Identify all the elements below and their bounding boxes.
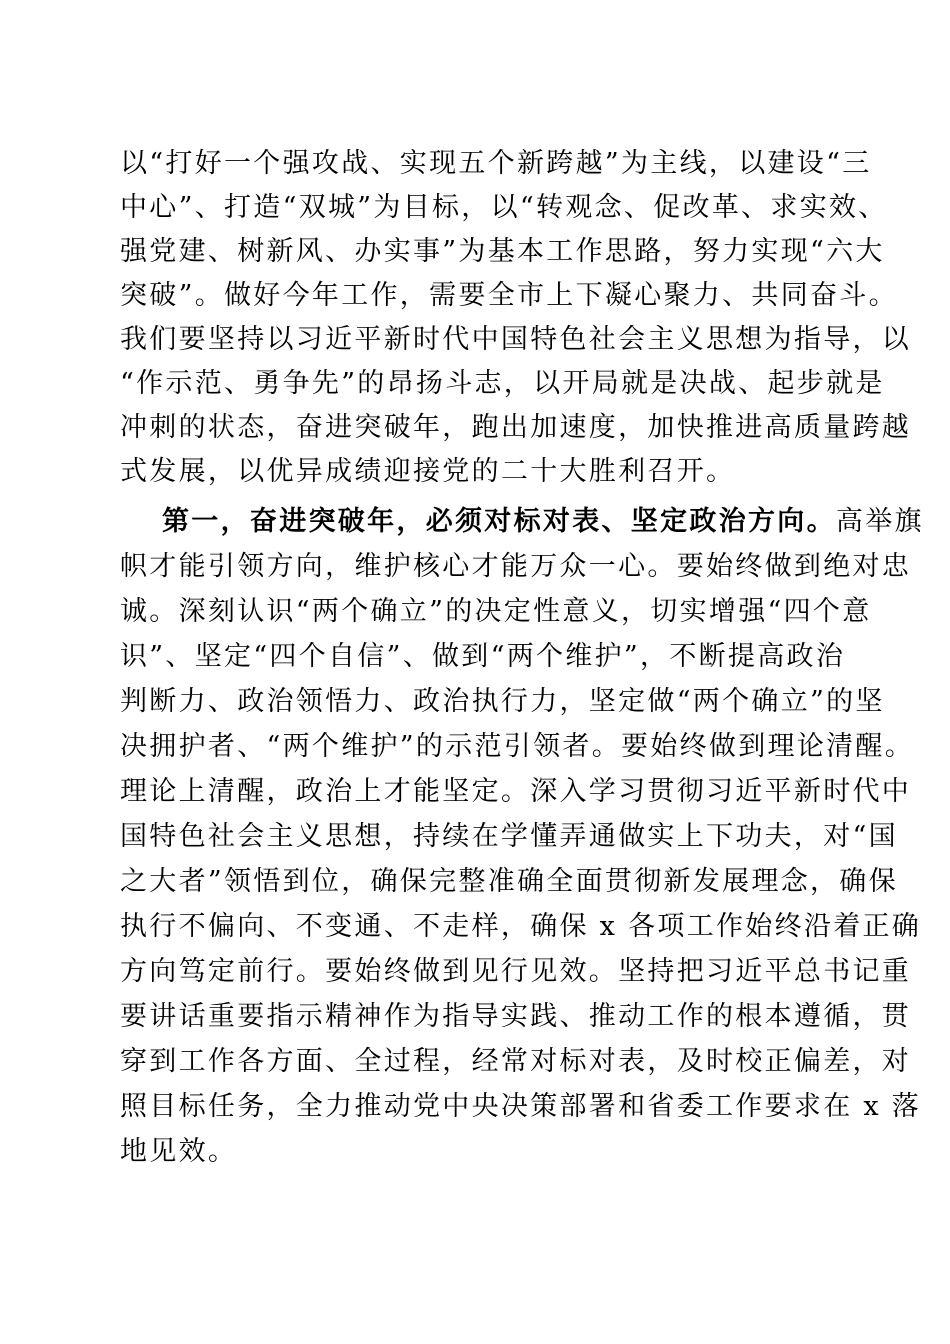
paragraph-1-line-7: 冲刺的状态，奋进突破年，跑出加速度，加快推进高质量跨越	[120, 412, 912, 443]
paragraph-2-line-5: 判断力、政治领悟力、政治执行力，坚定做“两个确立”的坚	[120, 686, 885, 717]
paragraph-2-line-13: 穿到工作各方面、全过程，经常对标对表，及时校正偏差，对	[120, 1046, 912, 1077]
paragraph-2-line-14: 照目标任务，全力推动党中央决策部署和省委工作要求在 x 落	[120, 1091, 922, 1122]
paragraph-2-line-8: 国特色社会主义思想，持续在学懂弄通做实上下功夫，对“国	[120, 821, 898, 852]
paragraph-1-line-2: 中心”、打造“双城”为目标，以“转观念、促改革、求实效、	[120, 192, 888, 223]
paragraph-2-line-2: 帜才能引领方向，维护核心才能万众一心。要始终做到绝对忠	[120, 551, 912, 582]
paragraph-2-line-3: 诚。深刻认识“两个确立”的决定性意义，切实增强“四个意	[120, 596, 872, 627]
paragraph-2-line-9: 之大者”领悟到位，确保完整准确全面贯彻新发展理念，确保	[120, 866, 898, 897]
paragraph-2-line-11: 方向笃定前行。要始终做到见行见效。坚持把习近平总书记重	[120, 956, 912, 987]
paragraph-2-line-1-rest: 高举旗	[835, 506, 924, 537]
paragraph-2-line-12: 要讲话重要指示精神作为指导实践、推动工作的根本遵循，贯	[120, 1001, 912, 1032]
paragraph-2-line-15: 地见效。	[120, 1136, 238, 1167]
paragraph-1-line-4: 突破”。做好今年工作，需要全市上下凝心聚力、共同奋斗。	[120, 280, 898, 311]
paragraph-2-line-7: 理论上清醒，政治上才能坚定。深入学习贯彻习近平新时代中	[120, 776, 912, 807]
paragraph-2-heading: 第一，奋进突破年，必须对标对表、坚定政治方向。	[162, 506, 836, 537]
paragraph-1-line-5: 我们要坚持以习近平新时代中国特色社会主义思想为指导，以	[120, 324, 912, 355]
paragraph-2-line-6: 决拥护者、“两个维护”的示范引领者。要始终做到理论清醒。	[120, 731, 915, 762]
paragraph-2-line-1	[162, 500, 924, 544]
paragraph-2-line-10: 执行不偏向、不变通、不走样，确保 x 各项工作始终沿着正确	[120, 911, 922, 942]
paragraph-1-line-3: 强党建、树新风、办实事”为基本工作思路，努力实现“六大	[120, 236, 885, 267]
paragraph-1-line-1: 以“打好一个强攻战、实现五个新跨越”为主线，以建设“三	[120, 148, 872, 179]
paragraph-2-line-4: 识”、坚定“四个自信”、做到“两个维护”，不断提高政治	[120, 641, 846, 672]
paragraph-1-line-8: 式发展，以优异成绩迎接党的二十大胜利召开。	[120, 456, 736, 487]
paragraph-1-line-6: “作示范、勇争先”的昂扬斗志，以开局就是决战、起步就是	[120, 368, 885, 399]
